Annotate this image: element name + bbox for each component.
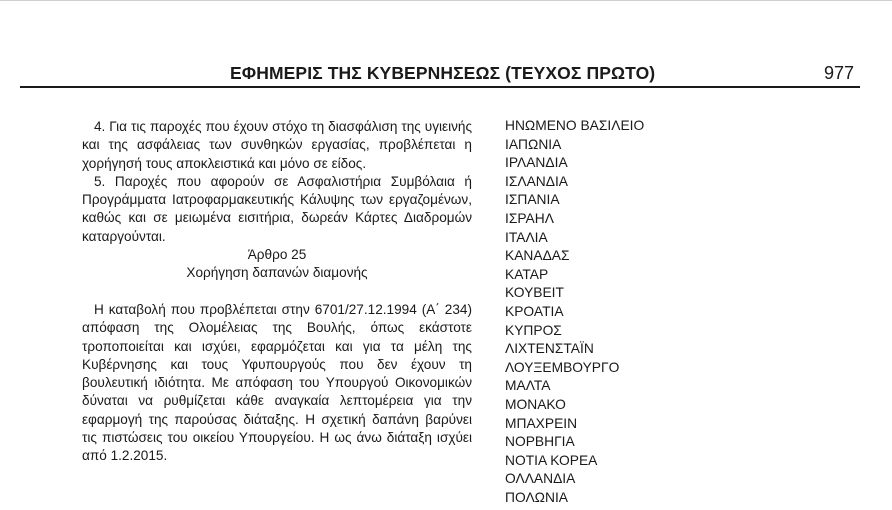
country-item: ΙΣΠΑΝΙΑ — [505, 192, 560, 208]
country-item: ΝΟΡΒΗΓΙΑ — [505, 434, 575, 450]
country-item: ΜΑΛΤΑ — [505, 378, 551, 394]
left-column — [82, 118, 472, 466]
country-item: ΗΝΩΜΕΝΟ ΒΑΣΙΛΕΙΟ — [505, 118, 645, 133]
paragraph-5: 5. Παροχές που αφορούν σε Ασφαλιστήρια Συμβόλαια ή Προγράμματα Ιατροφαρμακευτικής Κάλυψης των εργαζομένων, καθώς και σε μειωμένα εισιτήρια, δωρεάν Κάρτες Διαδρομών καταργούνται. — [82, 173, 472, 244]
article-body: Η καταβολή που προβλέπεται στην 6701/27.12.1994 (Α΄ 234) απόφαση της Ολομέλειας της Βουλής, όπως εκάστοτε τροποποιείται και ισχύει, εφαρμόζεται και για τα μέλη της Κυβέρνησης και τους Υφυπουργούς που δεν έχουν τη βουλευτική ιδιότητα. Με απόφαση του Υπουργού Οικονομικών δύναται να ρυθμίζεται κάθε αναγκαία λεπτομέρεια για την εφαρμογή της παρούσας διάταξης. Η σχετική δαπάνη βαρύνει τις πιστώσεις του οικείου Υπουργείου. Η ως άνω διάταξη ισχύει από 1.2.2015. — [82, 301, 472, 464]
country-item: ΙΣΡΑΗΛ — [505, 210, 554, 226]
country-item: ΚΑΝΑΔΑΣ — [505, 248, 570, 264]
country-item: ΚΥΠΡΟΣ — [505, 322, 562, 338]
spacer — [82, 283, 472, 301]
country-item: ΛΙΧΤΕΝΣΤΑΪΝ — [505, 341, 594, 357]
paragraph-4: 4. Για τις παροχές που έχουν στόχο τη διασφάλιση της υγιεινής και της ασφάλειας των συνθηκών εργασίας, προβλέπεται η χορήγησή τους αποκλειστικά και μόνο σε είδος. — [82, 119, 472, 171]
article-title: Χορήγηση δαπανών διαμονής — [186, 265, 368, 281]
country-item: ΛΟΥΞΕΜΒΟΥΡΓΟ — [505, 359, 620, 375]
country-item: ΚΡΟΑΤΙΑ — [505, 303, 564, 319]
country-item: ΙΡΛΑΝΔΙΑ — [505, 155, 568, 171]
right-column — [505, 117, 745, 507]
country-item: ΙΣΛΑΝΔΙΑ — [505, 173, 568, 189]
country-item: ΜΟΝΑΚΟ — [505, 396, 566, 412]
page-number: 977 — [824, 63, 855, 83]
country-item: ΠΟΛΩΝΙΑ — [505, 489, 568, 505]
country-item: ΝΟΤΙΑ ΚΟΡΕΑ — [505, 452, 598, 468]
country-item: ΟΛΛΑΝΔΙΑ — [505, 471, 576, 487]
header-rule — [20, 86, 860, 88]
gazette-title: ΕΦΗΜΕΡΙΣ ΤΗΣ ΚΥΒΕΡΝΗΣΕΩΣ (ΤΕΥΧΟΣ ΠΡΩΤΟ) — [230, 63, 656, 83]
country-item: ΚΑΤΑΡ — [505, 266, 549, 282]
country-item: ΙΑΠΩΝΙΑ — [505, 136, 562, 152]
country-item: ΚΟΥΒΕΙΤ — [505, 285, 564, 301]
article-number: Άρθρο 25 — [247, 247, 307, 263]
country-item: ΜΠΑΧΡΕΙΝ — [505, 415, 578, 431]
country-item: ΙΤΑΛΙΑ — [505, 229, 548, 245]
country-list — [505, 117, 745, 507]
page-top-border — [0, 0, 892, 1]
